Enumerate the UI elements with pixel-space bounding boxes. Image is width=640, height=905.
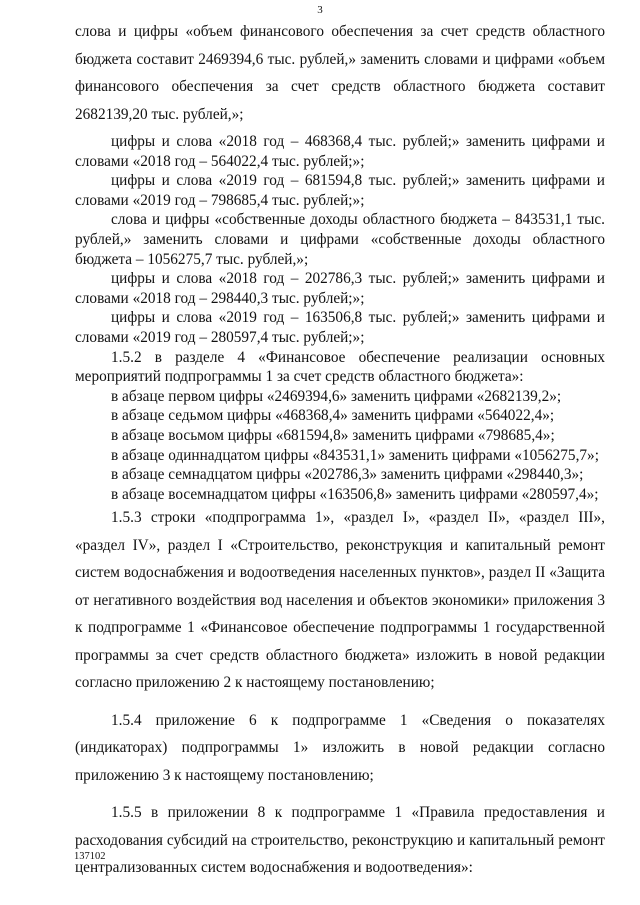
document-code: 137102 xyxy=(74,851,106,862)
paragraph-1-5-5: 1.5.5 в приложении 8 к подпрограмме 1 «Правила предоставления и расходования субсидий на строительство, реконструкцию и капитальный ремонт централизованных систем водоснабжения и водоотведения»: xyxy=(75,804,605,877)
paragraph-own-revenues: слова и цифры «собственные доходы областного бюджета – 843531,1 тыс. рублей,» заменить словами и цифрами «собственные доходы областного бюджета – 1056275,7 тыс. рублей,»; xyxy=(75,211,605,268)
paragraph-2018-own: цифры и слова «2018 год – 202786,3 тыс. рублей;» заменить цифрами и словами «2018 год – 298440,3 тыс. рублей;»; xyxy=(75,270,605,307)
paragraph-1-5-4: 1.5.4 приложение 6 к подпрограмме 1 «Сведения о показателях (индикаторах) подпрограммы 1» изложить в новой редакции согласно приложению 3 к настоящему постановлению; xyxy=(75,711,605,784)
document-body xyxy=(75,18,605,882)
paragraph-2019-own: цифры и слова «2019 год – 163506,8 тыс. рублей;» заменить цифрами и словами «2019 год – 280597,4 тыс. рублей;»; xyxy=(75,309,605,346)
paragraph-1-5-3: 1.5.3 строки «подпрограмма 1», «раздел I», «раздел II», «раздел III», «раздел IV», раздел I «Строительство, реконструкция и капитальный ремонт систем водоснабжения и водоотведения населенных пунктов», раздел II «Защита от негативного воздействия вод населения и объектов экономики» приложения 3 к подпрограмме 1 «Финансовое обеспечение подпрограммы 1 государственной программы за счет средств областного бюджета» изложить в новой редакции согласно приложению 2 к настоящему постановлению; xyxy=(75,509,605,692)
list-item: в абзаце восемнадцатом цифры «163506,8» заменить цифрами «280597,4»; xyxy=(111,485,599,503)
list-item: в абзаце восьмом цифры «681594,8» заменить цифрами «798685,4»; xyxy=(111,426,555,444)
list-item: в абзаце одиннадцатом цифры «843531,1» заменить цифрами «1056275,7»; xyxy=(111,446,599,464)
paragraph-section-4: 1.5.2 в разделе 4 «Финансовое обеспечение реализации основных мероприятий подпрограммы 1 за счет средств областного бюджета»: xyxy=(75,348,605,386)
list-item: в абзаце семнадцатом цифры «202786,3» заменить цифрами «298440,3»; xyxy=(111,466,584,484)
paragraph-2018-total: цифры и слова «2018 год – 468368,4 тыс. рублей;» заменить цифрами и словами «2018 год – 564022,4 тыс. рублей;»; xyxy=(75,133,605,170)
paragraph-financing-total: слова и цифры «объем финансового обеспечения за счет средств областного бюджета составит 2469394,6 тыс. рублей,» заменить словами и цифрами «объем финансового обеспечения за счет средств областного бюджета составит 2682139,20 тыс. рублей,»; xyxy=(75,23,605,123)
list-item: в абзаце седьмом цифры «468368,4» заменить цифрами «564022,4»; xyxy=(111,407,555,425)
page-number: 3 xyxy=(317,4,323,16)
list-item: в абзаце первом цифры «2469394,6» заменить цифрами «2682139,2»; xyxy=(111,387,562,405)
paragraph-2019-total: цифры и слова «2019 год – 681594,8 тыс. рублей;» заменить цифрами и словами «2019 год – 798685,4 тыс. рублей;»; xyxy=(75,172,605,209)
